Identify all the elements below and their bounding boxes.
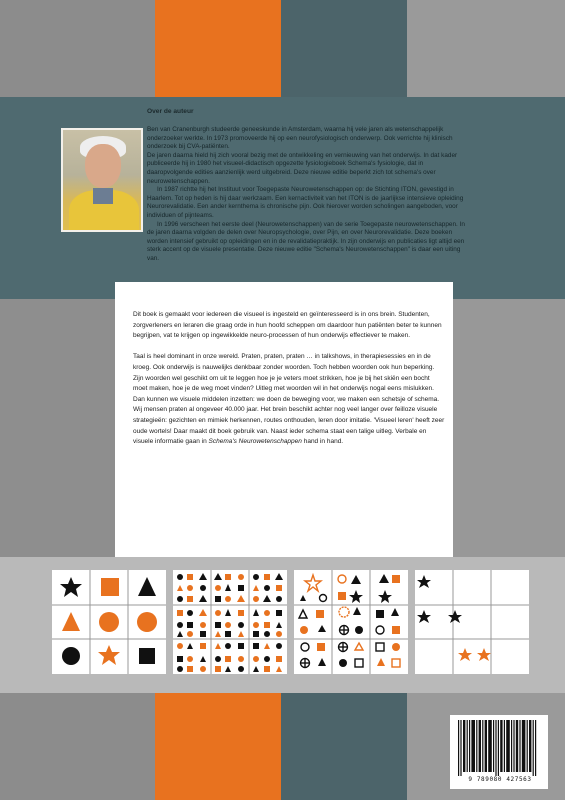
shape-grid-1 [52, 570, 166, 674]
orange-star-icon [98, 645, 120, 665]
author-heading: Over de auteur [147, 108, 194, 115]
barcode-number: 9 789080 427563 [468, 776, 532, 783]
author-bio [147, 126, 465, 264]
orange-star-icon [458, 648, 472, 661]
blurb-text [133, 310, 445, 448]
black-star-icon [417, 575, 431, 588]
orange-circle-icon [137, 612, 157, 632]
mid-left-block [0, 299, 115, 557]
top-dark-block [281, 0, 407, 97]
bottom-dark-block [281, 693, 407, 800]
top-left-block [0, 0, 155, 97]
author-bio-p3: In 1987 richtte hij het Instituut voor Toegepaste Neurowetenschappen op: de Stichting ITON, gevestigd in Haarlem. Tot op heden is hij daar werkzaam. Een kernactiviteit van het ITON is de jaarlijkse intensieve opleiding Neurorevalidatie. Een ander kernthema is chronische pijn. Ook hierover worden scholingen aangeboden, voor individuen of pijnteams. [147, 186, 464, 219]
barcode-bars [450, 720, 548, 780]
bottom-left-block [0, 693, 155, 800]
small-shapes-pattern [177, 573, 283, 672]
author-bio-p2: De jaren daarna hield hij zich vooral bezig met de ontwikkeling en vernieuwing van het onderwijs. In dat kader publiceerde hij in 1980 het visueel-didactisch opgezette fysiologieboek Schema's fysiologie, dat in daaropvolgende edities aanzienlijk werd uitgebreid. Deze nieuwe editie beperkt zich tot schema's over neurowetenschappen. [147, 151, 458, 185]
shape-grid-3 [294, 570, 408, 674]
top-right-block [407, 0, 565, 97]
blurb-p2: Taal is heel dominant in onze wereld. Praten, praten, praten … in talkshows, in therapiesessies en in de kroeg. Ook onderwijs is nauwelijks denkbaar zonder woorden. Toch hebben woorden ook hun beperking. Zijn woorden wel geschikt om uit te leggen hoe je je veters moet strikken, hoe je bij het skiën een bocht moet maken, hoe je de weg moet vinden? Uitleg met woorden wil in het onderwijs nogal eens mislukken. Dan kunnen we visuele middelen inzetten: we doen de beweging voor, we maken een schetsje of schema. [133, 353, 440, 403]
orange-circle-icon [99, 612, 119, 632]
author-photo [61, 128, 143, 232]
black-star-icon [60, 577, 82, 597]
orange-square-icon [101, 578, 119, 596]
mid-right-block [453, 299, 565, 557]
black-circle-icon [62, 647, 80, 665]
outlined-shapes-pattern [299, 574, 400, 668]
author-bio-p1: Ben van Cranenburgh studeerde geneeskunde in Amsterdam, waarna hij vele jaren als wetenschappelijk onderzoeker werkte. In 1973 promoveerde hij op een neurofysiologisch onderwerp. Ook verrichte hij klinisch onderzoek bij CVA-patiënten. [147, 126, 453, 151]
shape-grid-2 [173, 570, 287, 674]
shape-grid-4 [415, 570, 529, 674]
author-bio-p4: In 1996 verscheen het eerste deel (Neurowetenschappen) van de serie Toegepaste neurowetenschappen. In de jaren daarna volgden de delen over Neuropsychologie, over Pijn, en over Neurorevalidatie. Deze boeken worden intensief gebruikt op opleidingen en in de revalidatiepraktijk. In zijn onderwijs en publicaties ligt altijd een sterk accent op de visuele presentatie. Deze nieuwe editie "Schema's Neurowetenschappen" is daar een uiting van. [147, 220, 465, 262]
black-square-icon [139, 648, 155, 664]
black-star-icon [448, 610, 462, 623]
orange-star-icon [477, 648, 491, 661]
black-star-icon [417, 610, 431, 623]
bottom-orange-block [155, 693, 281, 800]
blurb-p3: Wij mensen praten al ongeveer 40.000 jaar. Het brein beschikt achter nog veel langer over feilloze visuele strategieën: gezichten en mimiek herkennen, routes onthouden, leren door imitatie. 'Visueel leren' heeft zeer oude wortels! Daar maakt dit boek gebruik van. Naast ieder schema staat een talige uitleg. Verbale en visuele informatie gaan in Schema's Neurowetenschappen hand in hand. [133, 406, 445, 446]
top-orange-block [155, 0, 281, 97]
blurb-p1: Dit boek is gemaakt voor iedereen die visueel is ingesteld en geïnteresseerd is in ons brein. Studenten, zorgverleners en leraren die graag orde in hun hoofd scheppen om daardoor hun patiënten beter te kunnen begrijpen, vat te krijgen op ingewikkelde neuro-processen of hun onderwijs effectiever te maken. [133, 311, 442, 340]
black-triangle-icon [138, 577, 156, 596]
orange-triangle-icon [62, 612, 80, 631]
